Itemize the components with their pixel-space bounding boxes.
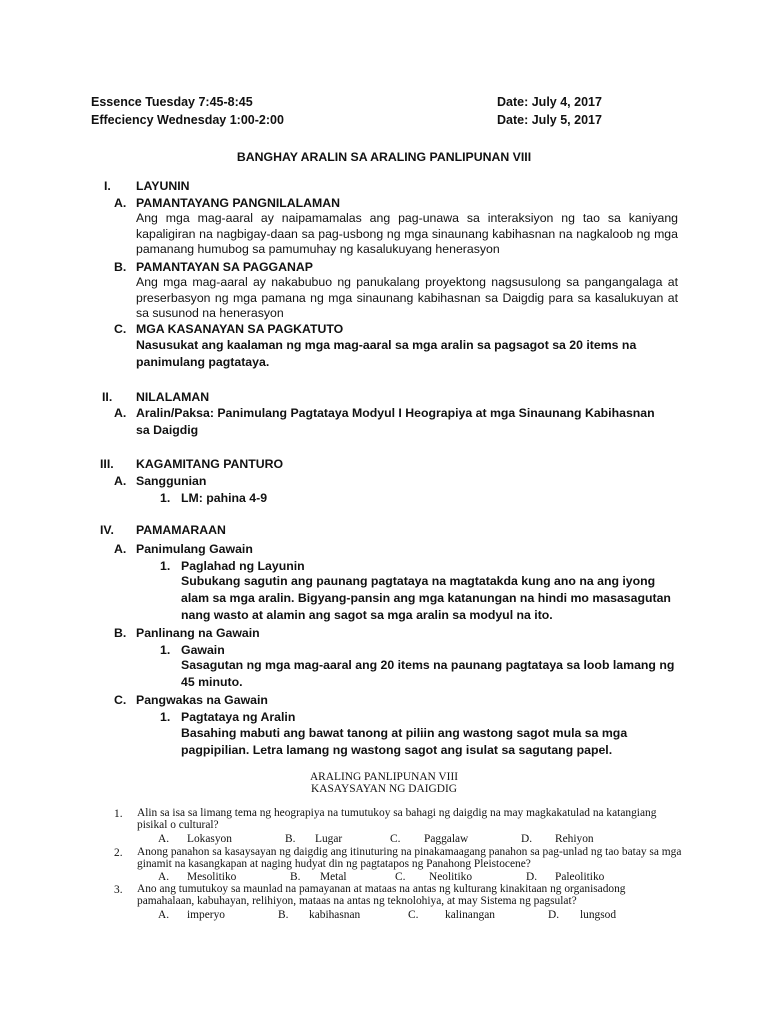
item-number: 1. xyxy=(160,710,171,724)
subsection-letter: A. xyxy=(114,406,127,420)
subsection-label: PAMANTAYANG PANGNILALAMAN xyxy=(136,196,341,210)
subsection-label: Panlinang na Gawain xyxy=(136,626,260,640)
item-label: Paglahad ng Layunin xyxy=(181,559,305,573)
option-text: imperyo xyxy=(187,909,225,921)
lesson-topic-text: Aralin/Paksa: Panimulang Pagtataya Modyul I Heograpiya at mga Sinaunang Kabihasnan sa Daigdig xyxy=(136,406,655,437)
option-letter: C. xyxy=(390,833,401,845)
option-text: kabihasnan xyxy=(309,909,361,921)
option-text: Lugar xyxy=(315,833,343,845)
subsection-label: PAMANTAYAN SA PAGGANAP xyxy=(136,260,313,274)
subsection-letter: A. xyxy=(114,542,127,556)
subsection-letter: B. xyxy=(114,626,127,640)
section-label: LAYUNIN xyxy=(136,179,190,193)
option-letter: D. xyxy=(521,833,533,845)
option-letter: A. xyxy=(158,909,170,921)
option-letter: C. xyxy=(408,909,419,921)
option-letter: D. xyxy=(548,909,560,921)
option-text: Lokasyon xyxy=(187,833,232,845)
page-title: BANGHAY ARALIN SA ARALING PANLIPUNAN VIII xyxy=(236,150,532,164)
option-letter: B. xyxy=(278,909,289,921)
subsection-label: Pangwakas na Gawain xyxy=(136,693,268,707)
option-text: Metal xyxy=(320,871,347,883)
reference-text: LM: pahina 4-9 xyxy=(181,491,268,505)
question-number: 1. xyxy=(114,808,123,820)
option-text: lungsod xyxy=(580,909,617,921)
activity-text: Sasagutan ng mga mag-aaral ang 20 items na paunang pagtataya sa loob lamang ng 45 minuto. xyxy=(181,658,675,689)
subsection-letter: B. xyxy=(114,260,127,274)
option-text: Paleolitiko xyxy=(555,871,605,883)
option-letter: D. xyxy=(526,871,538,883)
section-label: PAMAMARAAN xyxy=(136,523,226,537)
class-schedule-2: Effeciency Wednesday 1:00-2:00 xyxy=(91,113,284,127)
option-text: Neolitiko xyxy=(429,871,473,883)
subsection-letter: A. xyxy=(114,474,127,488)
subsection-letter: C. xyxy=(114,693,127,707)
learning-competency-text: Nasusukat ang kaalaman ng mga mag-aaral sa mga aralin sa pagsagot sa 20 items na panimulang pagtataya. xyxy=(136,338,637,369)
option-text: kalinangan xyxy=(445,909,495,921)
option-text: Paggalaw xyxy=(424,833,469,845)
option-letter: A. xyxy=(158,871,170,883)
class-schedule-1: Essence Tuesday 7:45-8:45 xyxy=(91,95,253,109)
section-number: II. xyxy=(102,390,113,404)
section-number: I. xyxy=(104,179,111,193)
question-number: 3. xyxy=(114,884,123,896)
option-text: Mesolitiko xyxy=(187,871,237,883)
section-label: NILALAMAN xyxy=(136,390,210,404)
quiz-title: ARALING PANLIPUNAN VIII xyxy=(309,771,459,783)
subsection-label: MGA KASANAYAN SA PAGKATUTO xyxy=(136,322,344,336)
item-number: 1. xyxy=(160,491,171,505)
option-letter: C. xyxy=(395,871,406,883)
section-number: IV. xyxy=(100,523,114,537)
subsection-label: Panimulang Gawain xyxy=(136,542,253,556)
item-number: 1. xyxy=(160,643,171,657)
option-letter: B. xyxy=(285,833,296,845)
item-label: Gawain xyxy=(181,643,225,657)
quiz-subtitle: KASAYSAYAN NG DAIGDIG xyxy=(311,783,457,795)
question-text: Alin sa isa sa limang tema ng heograpiya na tumutukoy sa bahagi ng daigdig na may magkakatulad na katangiang pisikal o cultural? xyxy=(137,807,657,831)
question-text: Ano ang tumutukoy sa maunlad na pamayanan at mataas na antas ng kulturang kinakitaan ng organisadong pamahalaan, kabuhayan, relihiyon, mataas na antas ng teknolohiya, at may Sistema ng pagsulat? xyxy=(137,883,626,907)
option-letter: A. xyxy=(158,833,170,845)
item-label: Pagtataya ng Aralin xyxy=(181,710,296,724)
content-standard-text: Ang mga mag-aaral ay naipamamalas ang pag-unawa sa interaksiyon ng tao sa kaniyang kapaligiran na nagbigay-daan sa pag-usbong ng mga sinaunang kabihasnan na nagkaloob ng mga pamanang humubog sa pamumuhay ng kasalukuyang henerasyon xyxy=(136,211,678,256)
subsection-letter: C. xyxy=(114,322,127,336)
option-text: Rehiyon xyxy=(555,833,594,845)
item-number: 1. xyxy=(160,559,171,573)
subsection-label: Sanggunian xyxy=(136,474,207,488)
date-2: Date: July 5, 2017 xyxy=(497,113,602,127)
performance-standard-text: Ang mga mag-aaral ay nakabubuo ng panukalang proyektong nagsusulong sa pangangalaga at preserbasyon ng mga pamana ng mga sinaunang kabihasnan sa Daigdig para sa kasalukuyan at sa susunod na henerasyon xyxy=(136,275,678,320)
date-1: Date: July 4, 2017 xyxy=(497,95,602,109)
question-number: 2. xyxy=(114,847,123,859)
assessment-text: Basahing mabuti ang bawat tanong at piliin ang wastong sagot mula sa mga pagpipilian. Letra lamang ng wastong sagot ang isulat sa sagutang papel. xyxy=(181,726,628,757)
question-text: Anong panahon sa kasaysayan ng daigdig ang itinuturing na pinakamaagang panahon sa pag-unlad ng tao batay sa mga ginamit na kasangkapan at naging hudyat din ng pagtatapos ng Panahong Pleistocene? xyxy=(137,846,682,870)
subsection-letter: A. xyxy=(114,196,127,210)
option-letter: B. xyxy=(290,871,301,883)
section-label: KAGAMITANG PANTURO xyxy=(136,457,284,471)
section-number: III. xyxy=(100,457,114,471)
objective-text: Subukang sagutin ang paunang pagtataya na magtatakda kung ano na ang iyong alam sa mga aralin. Bigyang-pansin ang mga katanungan na hindi mo masasagutan nang wasto at alamin ang sagot sa mga aralin sa modyul na ito. xyxy=(181,574,671,622)
